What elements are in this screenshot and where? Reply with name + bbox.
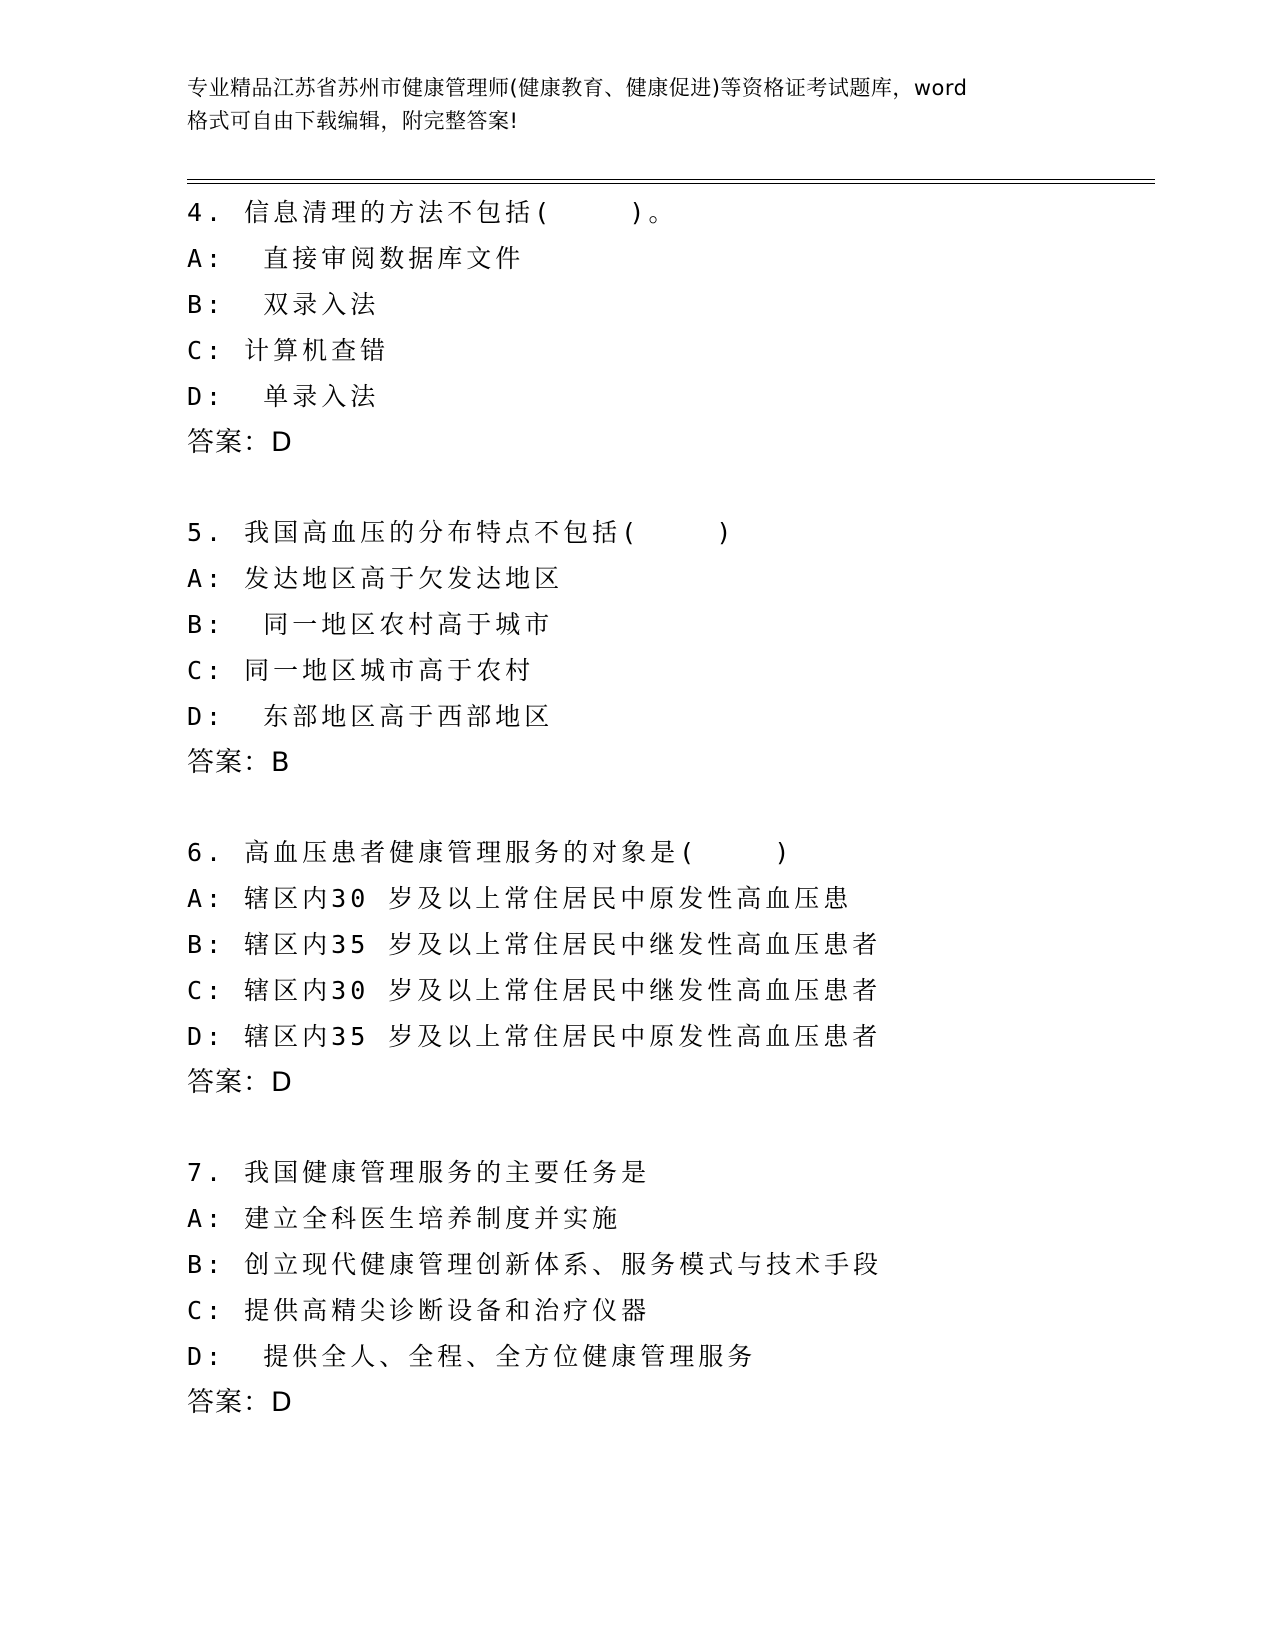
spacer bbox=[187, 466, 1147, 510]
answer: 答案：D bbox=[187, 1067, 293, 1098]
option-a: A: 建立全科医生培养制度并实施 bbox=[187, 1204, 622, 1233]
option-a: A: 发达地区高于欠发达地区 bbox=[187, 564, 564, 593]
option-d: D: 单录入法 bbox=[187, 382, 380, 411]
question-4 bbox=[187, 190, 1147, 466]
header-line-2: 格式可自由下载编辑，附完整答案! bbox=[187, 109, 519, 133]
option-b: B: 双录入法 bbox=[187, 290, 380, 319]
option-c: C: 辖区内30 岁及以上常住居民中继发性高血压患者 bbox=[187, 976, 882, 1005]
option-c: C: 计算机查错 bbox=[187, 336, 390, 365]
answer: 答案：D bbox=[187, 427, 293, 458]
question-stem: 6. 高血压患者健康管理服务的对象是( ) bbox=[187, 838, 794, 867]
answer: 答案：D bbox=[187, 1387, 293, 1418]
question-6 bbox=[187, 830, 1147, 1106]
header-line-1: 专业精品江苏省苏州市健康管理师(健康教育、健康促进)等资格证考试题库，word bbox=[187, 76, 968, 100]
spacer bbox=[187, 786, 1147, 830]
option-b: B: 辖区内35 岁及以上常住居民中继发性高血压患者 bbox=[187, 930, 882, 959]
option-a: A: 辖区内30 岁及以上常住居民中原发性高血压患 bbox=[187, 884, 853, 913]
answer: 答案：B bbox=[187, 747, 291, 778]
option-a: A: 直接审阅数据库文件 bbox=[187, 244, 525, 273]
question-stem: 5. 我国高血压的分布特点不包括( ) bbox=[187, 518, 736, 547]
option-d: D: 东部地区高于西部地区 bbox=[187, 702, 554, 731]
question-5 bbox=[187, 510, 1147, 786]
question-7 bbox=[187, 1150, 1147, 1426]
spacer bbox=[187, 1106, 1147, 1150]
option-d: D: 提供全人、全程、全方位健康管理服务 bbox=[187, 1342, 757, 1371]
document-header bbox=[187, 72, 1087, 138]
header-divider-top bbox=[187, 179, 1155, 180]
question-stem: 4. 信息清理的方法不包括( )。 bbox=[187, 198, 678, 227]
option-c: C: 提供高精尖诊断设备和治疗仪器 bbox=[187, 1296, 651, 1325]
option-d: D: 辖区内35 岁及以上常住居民中原发性高血压患者 bbox=[187, 1022, 882, 1051]
header-divider-bottom bbox=[187, 183, 1155, 184]
question-list bbox=[187, 190, 1147, 1426]
question-stem: 7. 我国健康管理服务的主要任务是 bbox=[187, 1158, 651, 1187]
option-c: C: 同一地区城市高于农村 bbox=[187, 656, 535, 685]
option-b: B: 创立现代健康管理创新体系、服务模式与技术手段 bbox=[187, 1250, 883, 1279]
option-b: B: 同一地区农村高于城市 bbox=[187, 610, 554, 639]
